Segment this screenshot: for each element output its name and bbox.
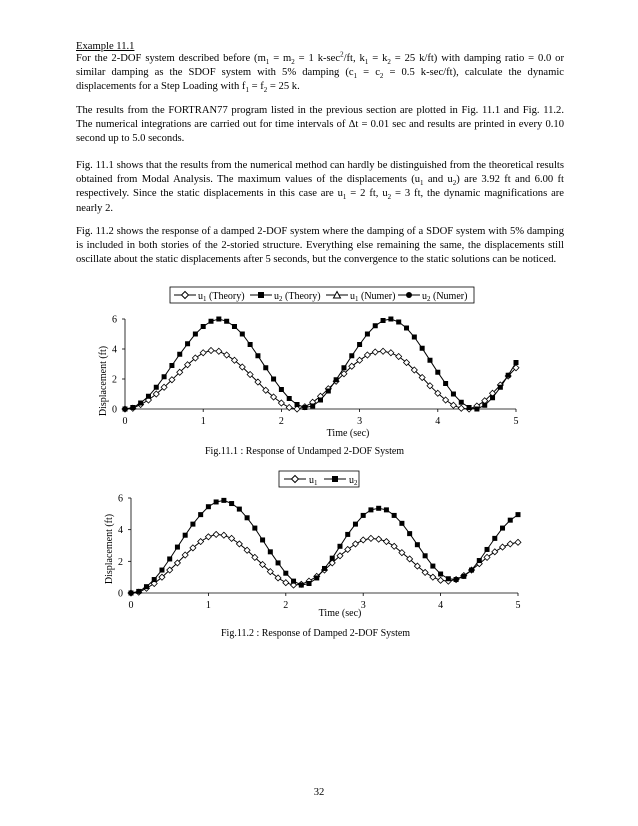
- legend-marker-square: [258, 292, 264, 298]
- data-point: [130, 405, 135, 410]
- data-point: [193, 332, 198, 337]
- y-axis-label: Displacement (ft): [104, 513, 115, 585]
- data-point: [224, 352, 230, 358]
- data-point: [190, 522, 195, 527]
- data-point: [423, 553, 428, 558]
- data-point: [360, 537, 366, 543]
- page-number: 32: [313, 787, 325, 798]
- data-point: [427, 358, 432, 363]
- y-tick-label: 6: [112, 314, 117, 326]
- data-point: [482, 403, 487, 408]
- data-point: [451, 392, 456, 397]
- example-heading: Example 11.1: [76, 41, 135, 52]
- data-point: [268, 549, 273, 554]
- axis-lines: [131, 498, 518, 593]
- data-point: [302, 405, 307, 410]
- data-point: [438, 577, 444, 583]
- data-point: [341, 365, 346, 370]
- data-point: [209, 319, 214, 324]
- data-point: [430, 574, 436, 580]
- plot-area: [118, 494, 521, 612]
- data-point: [232, 324, 237, 329]
- data-point: [368, 535, 374, 541]
- data-point: [337, 544, 342, 549]
- data-point: [183, 533, 188, 538]
- data-point: [245, 515, 250, 520]
- data-point: [361, 513, 366, 518]
- data-point: [185, 341, 190, 346]
- data-point: [443, 381, 448, 386]
- data-point: [469, 568, 474, 573]
- data-point: [420, 346, 425, 351]
- data-point: [279, 387, 284, 392]
- data-point: [224, 319, 229, 324]
- data-point: [318, 398, 323, 403]
- x-axis-label: Time (sec): [326, 428, 370, 439]
- data-point: [467, 405, 472, 410]
- data-point: [271, 377, 276, 382]
- data-point: [349, 353, 354, 358]
- data-point: [514, 360, 519, 365]
- data-point: [508, 518, 513, 523]
- data-point: [283, 580, 289, 586]
- x-tick-label: 1: [200, 416, 206, 427]
- data-point: [248, 342, 253, 347]
- data-point: [461, 574, 466, 579]
- data-point: [307, 581, 312, 586]
- data-point: [146, 394, 151, 399]
- data-point: [474, 407, 479, 412]
- paragraph-fig-11-2-discussion: Fig. 11.2 shows the response of a damped 2-DOF system where the damping of a SDOF system with 5% damping is included in both stories of the 2-storied structure. Everything else remaining the same, the displacements still oscillate about the static displacements after 5 seconds, but the convergence to the static solutions can be noticed.: [76, 226, 564, 266]
- svg-text:u1 (Theory): $u_1$ (Theory): [198, 291, 245, 303]
- data-point: [200, 350, 206, 356]
- series-line: [131, 534, 518, 593]
- data-point: [326, 389, 331, 394]
- data-point: [283, 571, 288, 576]
- svg-text:u1 (Numer): $u_1$ (Numer): [350, 291, 396, 303]
- data-point: [138, 401, 143, 406]
- data-point: [263, 365, 268, 370]
- chart-legend: [279, 471, 359, 487]
- data-point: [516, 512, 521, 517]
- x-tick-label: 0: [122, 416, 128, 427]
- data-point: [221, 498, 226, 503]
- data-point: [154, 385, 159, 390]
- data-point: [415, 542, 420, 547]
- data-point: [477, 558, 482, 563]
- chart-fig-11-2: [0, 468, 638, 633]
- data-point: [454, 577, 459, 582]
- x-tick-label: 0: [128, 600, 134, 611]
- chart-legend: [170, 287, 474, 303]
- data-point: [458, 405, 464, 411]
- data-point: [383, 539, 389, 545]
- paragraph-fig-11-1-discussion: Fig. 11.1 shows that the results from the numerical method can hardly be distinguished from the theoretical results obtained from Modal Analysis. The maximum values of the displacements ($u_1$ and $u_2$) are 3.92 ft and 6.00 ft respectively. Since the static displacements in this case are $u_1 = 2$ ft, $u_2 = 3$ ft, the dynamic magnifications are nearly 2.: [76, 160, 565, 214]
- data-point: [388, 350, 394, 356]
- figure-caption-11-2: Fig.11.2 : Response of Damped 2-DOF System: [221, 628, 411, 639]
- data-point: [129, 591, 134, 596]
- data-point: [240, 332, 245, 337]
- x-tick-label: 3: [360, 600, 366, 611]
- data-point: [412, 335, 417, 340]
- data-point: [291, 579, 296, 584]
- x-tick-label: 2: [278, 416, 284, 427]
- data-point: [221, 532, 227, 538]
- data-point: [368, 507, 373, 512]
- data-point: [492, 536, 497, 541]
- data-point: [388, 317, 393, 322]
- data-point: [381, 318, 386, 323]
- data-point: [334, 377, 339, 382]
- data-point: [198, 512, 203, 517]
- data-point: [177, 352, 182, 357]
- data-point: [136, 589, 141, 594]
- y-tick-label: 6: [118, 493, 123, 505]
- svg-text:u2: $u_2$: [349, 475, 358, 487]
- data-point: [214, 499, 219, 504]
- data-point: [446, 576, 451, 581]
- y-tick-label: 2: [118, 556, 123, 568]
- data-point: [500, 544, 506, 550]
- data-point: [295, 402, 300, 407]
- data-point: [345, 532, 350, 537]
- data-point: [167, 556, 172, 561]
- x-tick-label: 2: [283, 600, 289, 611]
- data-point: [213, 531, 219, 537]
- data-point: [314, 575, 319, 580]
- data-point: [380, 348, 386, 354]
- data-point: [152, 577, 157, 582]
- y-tick-label: 0: [112, 404, 117, 416]
- data-point: [485, 547, 490, 552]
- chart-fig-11-1: [0, 285, 638, 465]
- data-point: [159, 568, 164, 573]
- data-point: [175, 545, 180, 550]
- data-point: [435, 370, 440, 375]
- data-point: [459, 400, 464, 405]
- data-point: [310, 404, 315, 409]
- x-tick-label: 5: [515, 600, 521, 611]
- paragraph-results-intro: The results from the FORTRAN77 program listed in the previous section are plotted in Fig. 11.1 and Fig. 11.2. The numerical integrations are carried out for time intervals of Δt = 0.01 sec and results are printed in every 0.10 second up to 5.0 seconds.: [76, 105, 564, 145]
- data-point: [260, 537, 265, 542]
- data-point: [276, 560, 281, 565]
- data-point: [373, 323, 378, 328]
- data-point: [299, 583, 304, 588]
- data-point: [286, 405, 292, 411]
- data-point: [392, 513, 397, 518]
- legend-marker-square: [332, 476, 338, 482]
- data-point: [237, 507, 242, 512]
- data-point: [169, 363, 174, 368]
- data-point: [399, 521, 404, 526]
- legend-marker-circle: [406, 292, 412, 298]
- svg-text:u2 (Theory): $u_2$ (Theory): [274, 291, 321, 303]
- x-tick-label: 5: [513, 416, 519, 427]
- data-point: [364, 352, 370, 358]
- plot-area: [112, 315, 519, 428]
- paragraph-problem-statement: For the 2-DOF system described before ($m_1 = m_2 = 1$ $k-\sec^2/ft$, $k_1 = k_2 = 25$ k/ft) with damping ratio = 0.0 or similar damping as the SDOF system with 5% damping ($c_1 = c_2 = 0.5$ k-sec/ft), calculate the dynamic displacements for a Step Loading with $f_1 = f_2 = 25$ k.: [76, 50, 564, 95]
- data-point: [216, 348, 222, 354]
- data-point: [372, 349, 378, 355]
- svg-text:u1: $u_1$: [309, 475, 318, 487]
- x-tick-label: 4: [438, 600, 444, 611]
- data-point: [450, 402, 456, 408]
- data-point: [353, 522, 358, 527]
- x-axis-label: Time (sec): [318, 608, 362, 619]
- data-point: [438, 572, 443, 577]
- y-tick-label: 2: [112, 374, 117, 386]
- data-point: [144, 584, 149, 589]
- data-point: [206, 504, 211, 509]
- data-point: [229, 501, 234, 506]
- data-point: [330, 556, 335, 561]
- data-point: [252, 526, 257, 531]
- data-point: [357, 342, 362, 347]
- data-point: [123, 407, 128, 412]
- data-point: [162, 374, 167, 379]
- y-tick-label: 4: [118, 525, 123, 537]
- y-tick-label: 0: [118, 588, 123, 600]
- data-point: [255, 353, 260, 358]
- data-point: [201, 324, 206, 329]
- data-point: [365, 332, 370, 337]
- series-line: [131, 500, 518, 593]
- data-point: [506, 373, 511, 378]
- data-point: [507, 541, 513, 547]
- data-point: [322, 566, 327, 571]
- data-point: [208, 348, 214, 354]
- data-point: [396, 320, 401, 325]
- y-tick-label: 4: [112, 344, 117, 356]
- data-point: [205, 534, 211, 540]
- data-point: [515, 539, 521, 545]
- data-point: [376, 506, 381, 511]
- x-tick-label: 1: [205, 600, 211, 611]
- data-point: [376, 536, 382, 542]
- data-point: [404, 326, 409, 331]
- data-point: [500, 526, 505, 531]
- data-point: [407, 531, 412, 536]
- data-point: [430, 564, 435, 569]
- data-point: [490, 395, 495, 400]
- figure-caption-11-1: Fig.11.1 : Response of Undamped 2-DOF System: [205, 446, 405, 457]
- y-axis-label: Displacement (ft): [98, 345, 109, 417]
- data-point: [287, 396, 292, 401]
- svg-text:u2 (Numer): $u_2$ (Numer): [422, 291, 468, 303]
- data-point: [216, 317, 221, 322]
- x-tick-label: 4: [435, 416, 441, 427]
- data-point: [498, 385, 503, 390]
- x-tick-label: 3: [357, 416, 363, 427]
- data-point: [384, 507, 389, 512]
